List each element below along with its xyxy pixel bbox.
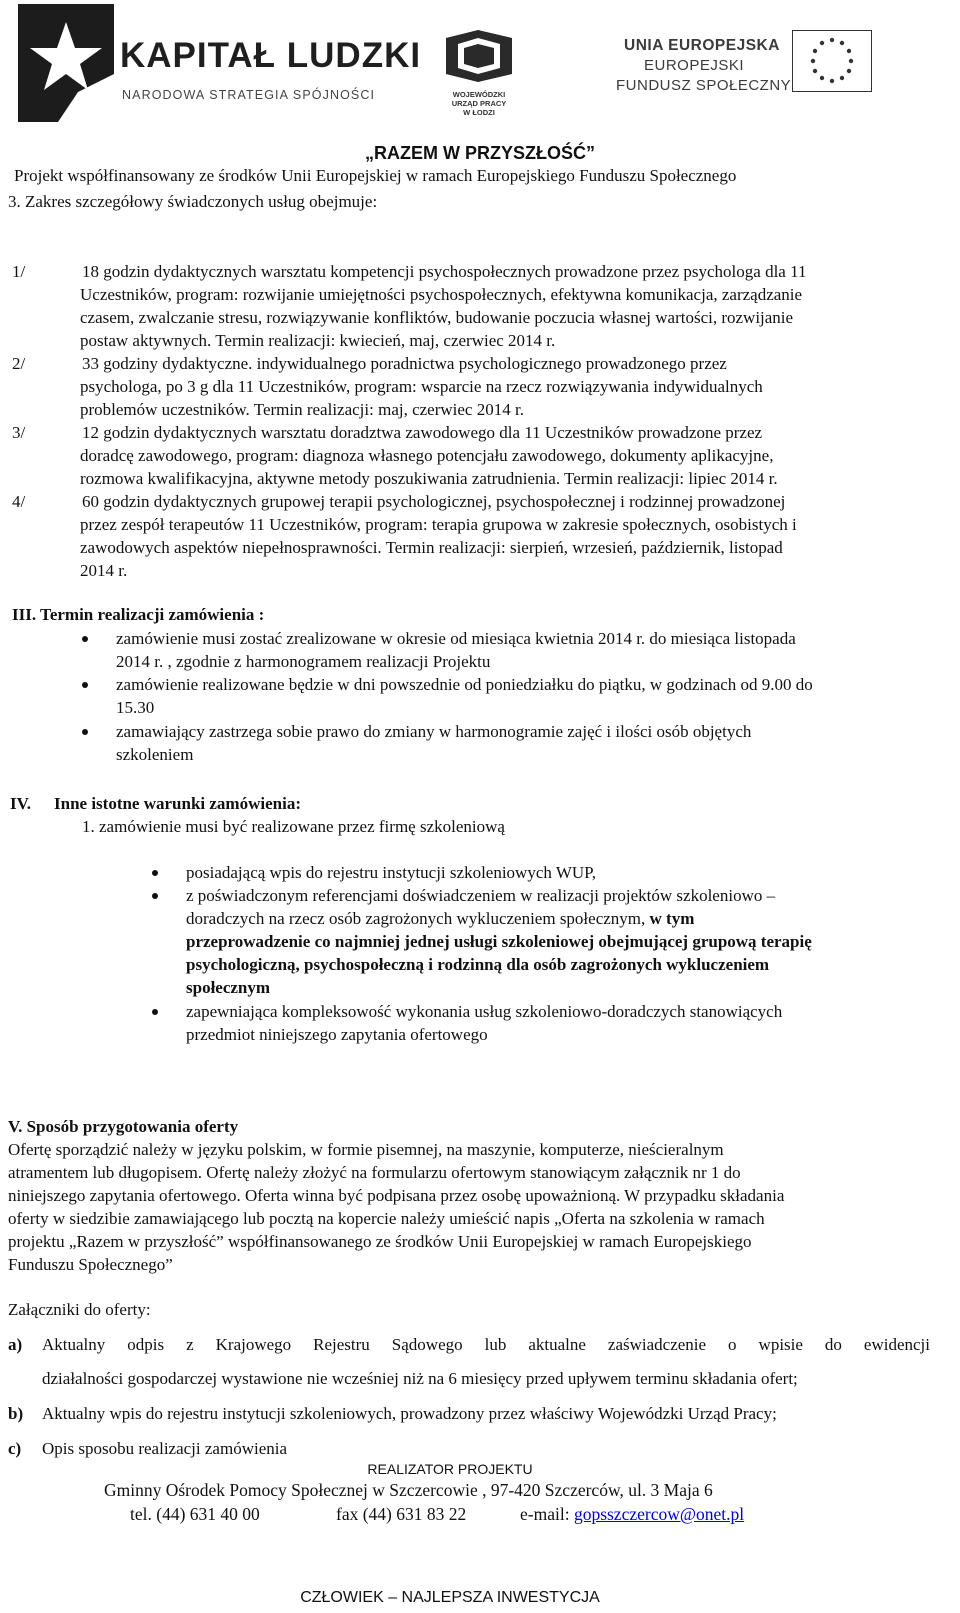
paragraph-line: niniejszego zapytania ofertowego. Oferta winna być podpisana przez osobę upoważnioną. W przypadku składania <box>8 1186 785 1205</box>
wup-line-2: URZĄD PRACY <box>451 99 507 108</box>
list-item-bold-text: w tym <box>645 909 695 928</box>
logo-unia-europejska <box>614 30 936 110</box>
wup-line-3: W ŁODZI <box>463 108 495 117</box>
list-item-text: doradczych na rzecz osób zagrożonych wykluczeniem społecznym, <box>186 909 646 928</box>
footer-email <box>520 1503 744 1526</box>
attachment-line: Aktualny wpis do rejestru instytucji szkoleniowych, prowadzony przez właściwy Wojewódzki Urząd Pracy; <box>42 1404 777 1423</box>
paragraph-line: oferty w siedzibie zamawiającego lub pocztą na kopercie należy umieścić napis „Oferta na szkolenia w ramach <box>8 1209 765 1228</box>
service-line: Uczestników, program: rozwijanie umiejętności psychospołecznych, efektywna komunikacja, zarządzanie <box>80 285 803 304</box>
list-item-line: zamówienie musi zostać zrealizowane w okresie od miesiąca kwietnia 2014 r. do miesiąca listopada <box>116 629 796 648</box>
service-line: postaw aktywnych. Termin realizacji: kwiecień, maj, czerwiec 2014 r. <box>80 331 556 350</box>
service-number: 1/ <box>12 262 26 281</box>
ue-line-2: EUROPEJSKI <box>644 57 745 74</box>
list-item <box>116 627 796 673</box>
list-item-line: 2014 r. , zgodnie z harmonogramem realizacji Projektu <box>116 652 491 671</box>
attachment-label: b) <box>8 1404 24 1423</box>
service-number: 2/ <box>12 354 26 373</box>
paragraph-line: Funduszu Społecznego” <box>8 1255 173 1274</box>
list-item-line: z poświadczonym referencjami doświadczeniem w realizacji projektów szkoleniowo – <box>186 886 776 905</box>
eu-flag-icon <box>792 30 872 92</box>
footer-email-label: e-mail: <box>520 1504 574 1524</box>
kapital-ludzki-title: KAPITAŁ LUDZKI <box>120 36 422 75</box>
paragraph-line: projektu „Razem w przyszłość” współfinansowanego ze środków Unii Europejskiej w ramach Europejskiego <box>8 1232 752 1251</box>
service-line: czasem, zwalczanie stresu, rozwiązywanie konfliktów, budowanie poczucia własnej wartości, rozwijanie <box>80 308 794 327</box>
section-3-heading: III. Termin realizacji zamówienia : <box>12 605 265 624</box>
list-item-line: psychologiczną, psychospołeczną i rodzinną dla osób zagrożonych wykluczeniem <box>186 955 770 974</box>
list-item-line: przedmiot niniejszego zapytania ofertowego <box>186 1025 488 1044</box>
list-item-line: szkoleniem <box>116 745 194 764</box>
section-4-heading: Inne istotne warunki zamówienia: <box>54 794 301 813</box>
email-link[interactable]: gopsszczercow@onet.pl <box>573 1504 745 1524</box>
list-item-line: zamówienie realizowane będzie w dni powszednie od poniedziałku do piątku, w godzinach od 9.00 do <box>116 675 813 694</box>
list-item: posiadającą wpis do rejestru instytucji szkoleniowych WUP, <box>186 863 596 882</box>
list-item-line: zamawiający zastrzega sobie prawo do zmiany w harmonogramie zajęć i ilości osób objętych <box>116 722 752 741</box>
service-line: zawodowych aspektów niepełnosprawności. Termin realizacji: sierpień, wrzesień, październik, listopad <box>80 538 783 557</box>
service-line: problemów uczestników. Termin realizacji: maj, czerwiec 2014 r. <box>80 400 524 419</box>
service-line: przez zespół terapeutów 11 Uczestników, program: terapia grupowa w zakresie społecznych, osobistych i <box>80 515 797 534</box>
footer-tel: tel. (44) 631 40 00 <box>130 1504 260 1524</box>
service-number: 4/ <box>12 492 26 511</box>
footer-motto: CZŁOWIEK – NAJLEPSZA INWESTYCJA <box>300 1589 600 1606</box>
section-5-heading: V. Sposób przygotowania oferty <box>8 1117 239 1136</box>
footer-fax: fax (44) 631 83 22 <box>336 1504 467 1524</box>
wup-emblem-icon <box>438 28 520 84</box>
list-item <box>186 1000 782 1046</box>
paragraph-line: atramentem lub długopisem. Ofertę należy złożyć na formularzu ofertowym stanowiącym załącznik nr 1 do <box>8 1163 741 1182</box>
scope-heading: 3. Zakres szczegółowy świadczonych usług obejmuje: <box>8 192 378 211</box>
wup-line-1: WOJEWÓDZKI <box>452 90 506 99</box>
service-line: 18 godzin dydaktycznych warsztatu kompetencji psychospołecznych prowadzone przez psychologa dla 11 <box>82 262 807 281</box>
service-line: psychologa, po 3 g dla 11 Uczestników, program: wsparcie na rzecz rozwiązywania indywidualnych <box>80 377 763 396</box>
list-item <box>186 884 812 999</box>
logo-kapital-ludzki <box>18 4 422 122</box>
attachments-heading: Załączniki do oferty: <box>8 1300 151 1319</box>
service-line: 33 godziny dydaktyczne. indywidualnego poradnictwa psychologicznego prowadzonego przez <box>82 354 727 373</box>
service-line: 2014 r. <box>80 561 128 580</box>
kapital-ludzki-subtitle: NARODOWA STRATEGIA SPÓJNOŚCI <box>122 88 376 102</box>
service-line: rozmowa kwalifikacyjna, aktywne metody poszukiwania zatrudnienia. Termin realizacji: lipiec 2014 r. <box>80 469 778 488</box>
list-item <box>116 720 751 766</box>
service-line: doradcę zawodowego, program: diagnoza własnego potencjału zawodowego, dokumenty aplikacyjne, <box>80 446 774 465</box>
logo-wup-lodz <box>438 28 520 118</box>
wup-text <box>438 90 520 117</box>
attachment-line: Opis sposobu realizacji zamówienia <box>42 1439 288 1458</box>
list-item-line: 15.30 <box>116 698 155 717</box>
footer-address: Gminny Ośrodek Pomocy Społecznej w Szczercowie , 97-420 Szczerców, ul. 3 Maja 6 <box>104 1480 713 1500</box>
attachment-line: Aktualny odpis z Krajowego Rejestru Sądowego lub aktualne zaświadczenie o wpisie do ewidencji <box>42 1335 930 1354</box>
service-line: 60 godzin dydaktycznych grupowej terapii psychologicznej, psychospołecznej i rodzinnej prowadzonej <box>82 492 786 511</box>
section-4-item-1: 1. zamówienie musi być realizowane przez firmę szkoleniową <box>82 817 505 836</box>
service-number: 3/ <box>12 423 26 442</box>
service-line: 12 godzin dydaktycznych warsztatu doradztwa zawodowego dla 11 Uczestników prowadzone przez <box>82 423 763 442</box>
kapital-ludzki-star-icon <box>18 4 114 122</box>
attachment-label: a) <box>8 1335 23 1354</box>
list-item <box>116 673 813 719</box>
footer-realizator: REALIZATOR PROJEKTU <box>367 1461 533 1477</box>
list-item-line: zapewniająca kompleksowość wykonania usług szkoleniowo-doradczych stanowiących <box>186 1002 783 1021</box>
project-title: „RAZEM W PRZYSZŁOŚĆ” <box>365 143 595 163</box>
cofinance-line: Projekt współfinansowany ze środków Unii Europejskiej w ramach Europejskiego Funduszu Społecznego <box>14 166 737 185</box>
list-item-line: przeprowadzenie co najmniej jednej usługi szkoleniowej obejmującej grupową terapię <box>186 932 812 951</box>
attachment-line: działalności gospodarczej wystawione nie wcześniej niż na 6 miesięcy przed upływem terminu składania ofert; <box>42 1369 798 1388</box>
ue-line-3: FUNDUSZ SPOŁECZNY <box>616 77 792 94</box>
section-4-number: IV. <box>10 794 31 813</box>
attachment-label: c) <box>8 1439 22 1458</box>
list-item-line: społecznym <box>186 978 271 997</box>
ue-line-1: UNIA EUROPEJSKA <box>624 37 780 54</box>
paragraph-line: Ofertę sporządzić należy w języku polskim, w formie pisemnej, na maszynie, komputerze, nieścieralnym <box>8 1140 724 1159</box>
list-item-line <box>186 907 812 930</box>
